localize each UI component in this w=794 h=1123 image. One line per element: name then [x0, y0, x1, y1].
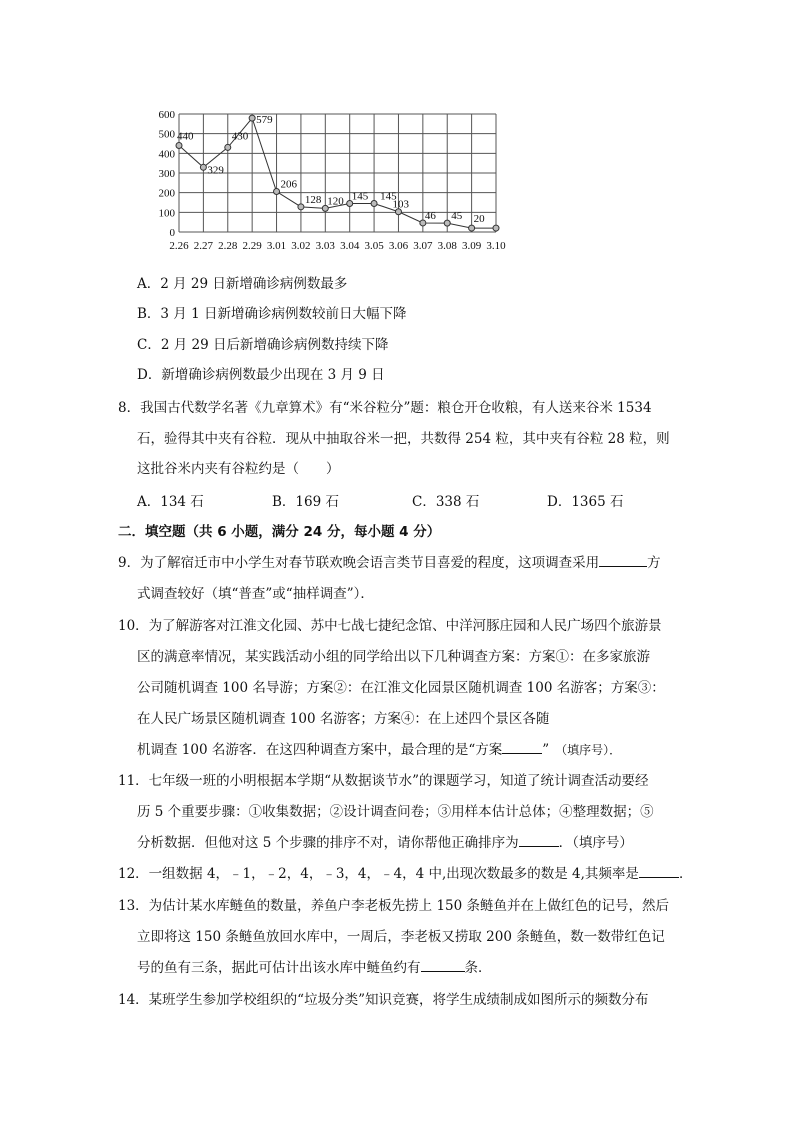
y-tick-label: 100	[158, 207, 175, 220]
question-13-line: 13．为估计某水库鲢鱼的数量，养鱼户李老板先捞上 150 条鲢鱼并在上做红色的记号，然后	[118, 898, 670, 914]
option-8d: D．1365 石	[547, 494, 624, 510]
option-7b: B．3 月 1 日新增确诊病例数较前日大幅下降	[137, 306, 407, 322]
y-axis-ticks	[159, 109, 176, 239]
x-tick-label: 3.01	[266, 240, 287, 252]
data-point	[225, 144, 231, 150]
option-7c: C．2 月 29 日后新增确诊病例数持续下降	[137, 337, 389, 353]
data-label: 329	[207, 164, 224, 177]
x-tick-label: 3.10	[486, 240, 506, 252]
question-10-text: ”	[542, 742, 550, 758]
data-label: 430	[231, 130, 249, 143]
question-10-line: 10．为了解游客对江淮文化园、苏中七战七捷纪念馆、中洋河豚庄园和人民广场四个旅游景	[118, 618, 662, 634]
question-12-line	[118, 862, 692, 882]
option-8b: B．169 石	[272, 494, 339, 510]
question-9-line	[118, 551, 661, 571]
x-tick-label: 2.29	[242, 240, 262, 252]
data-label: 45	[451, 210, 463, 223]
question-11-text: 分析数据．但他对这 5 个步骤的排序不对，请你帮他正确排序为	[137, 835, 519, 851]
x-axis-ticks	[169, 240, 506, 252]
y-tick-label: 300	[158, 168, 175, 180]
question-11-line	[137, 831, 633, 851]
data-label: 103	[392, 198, 409, 211]
question-10-line: 区的满意率情况，某实践活动小组的同学给出以下几种调查方案：方案①：在多家旅游	[137, 649, 650, 665]
answer-blank	[502, 739, 542, 754]
data-point	[444, 220, 450, 226]
y-tick-label: 600	[158, 109, 175, 121]
question-8-line: 8．我国古代数学名著《九章算术》有“米谷粒分”题：粮仓开仓收粮，有人送来谷米 1534	[118, 400, 652, 416]
question-14-line: 14．某班学生参加学校组织的“垃圾分类”知识竞赛，将学生成绩制成如图所示的频数分布	[118, 992, 649, 1008]
data-label: 145	[351, 190, 369, 203]
question-11-line: 历 5 个重要步骤：①收集数据；②设计调查问卷；③用样本估计总体；④整理数据；⑤	[137, 804, 654, 820]
x-tick-label: 3.06	[388, 240, 409, 252]
x-tick-label: 3.02	[291, 240, 311, 252]
x-tick-label: 2.27	[193, 240, 214, 252]
answer-blank	[421, 957, 465, 972]
data-label: 206	[280, 178, 298, 191]
y-tick-label: 200	[158, 187, 175, 200]
question-8-line: 石，验得其中夹有谷粒．现从中抽取谷米一把，共数得 254 粒，其中夹有谷粒 28 粒，则	[137, 431, 670, 447]
section-title: 二．填空题（共 6 小题，满分 24 分，每小题 4 分）	[118, 524, 441, 540]
question-13-line	[137, 956, 492, 976]
question-9-text: 9．为了解宿迁市中小学生对春节联欢晚会语言类节目喜爱的程度，这项调查采用	[118, 555, 600, 571]
line-chart	[140, 104, 540, 264]
chart-grid	[179, 114, 496, 232]
y-tick-label: 0	[169, 227, 175, 239]
question-8-line: 这批谷米内夹有谷粒约是（ ）	[137, 461, 340, 477]
x-tick-label: 3.04	[340, 240, 360, 252]
x-tick-label: 3.05	[364, 240, 384, 252]
question-13-text: 条．	[464, 960, 492, 976]
x-tick-label: 3.08	[437, 240, 457, 252]
x-tick-label: 2.26	[169, 240, 189, 252]
data-label: 579	[256, 114, 273, 127]
answer-blank	[639, 863, 679, 878]
question-10-text: 机调查 100 名游客．在这四种调查方案中，最合理的是“方案	[137, 742, 503, 758]
x-tick-label: 3.03	[315, 240, 335, 252]
question-11-line: 11．七年级一班的小明根据本学期“从数据谈节水”的课题学习，知道了统计调查活动要经	[118, 773, 649, 789]
data-label: 46	[424, 209, 436, 222]
data-point	[249, 115, 255, 121]
option-7a: A．2 月 29 日新增确诊病例数最多	[137, 276, 348, 292]
question-10-line: 公司随机调查 100 名导游；方案②：在江淮文化园景区随机调查 100 名游客；方案③：	[137, 680, 665, 696]
option-7d: D．新增确诊病例数最少出现在 3 月 9 日	[137, 367, 385, 383]
data-point	[274, 188, 280, 194]
question-13-text: 号的鱼有三条，据此可估计出该水库中鲢鱼约有	[137, 960, 421, 976]
data-point	[298, 204, 304, 210]
option-8a: A．134 石	[137, 494, 204, 510]
question-12-text: ．	[678, 866, 693, 882]
data-point	[371, 200, 377, 206]
data-label: 145	[380, 190, 397, 203]
data-label: 20	[473, 213, 485, 226]
x-tick-label: 2.28	[218, 240, 238, 252]
data-point	[493, 225, 499, 231]
question-11-text: ．（填序号）	[558, 835, 633, 851]
answer-blank	[519, 832, 559, 847]
question-10-text: （填序号）．	[555, 743, 622, 757]
question-9-line: 式调查较好（填“普查”或“抽样调查”）．	[137, 586, 374, 602]
option-8c: C．338 石	[412, 494, 480, 510]
question-10-line	[137, 738, 621, 758]
data-label: 120	[327, 195, 344, 208]
x-tick-label: 3.09	[461, 240, 482, 252]
data-point	[200, 164, 206, 170]
question-12-text: 12．一组数据 4，﹣1，﹣2，4，﹣3，4，﹣4，4 中,出现次数最多的数是 4,其频率是	[118, 866, 639, 882]
data-point	[176, 142, 182, 148]
answer-blank	[599, 552, 647, 567]
x-tick-label: 3.07	[413, 240, 433, 252]
y-tick-label: 500	[158, 128, 175, 141]
data-point	[469, 225, 475, 231]
data-label: 440	[177, 130, 194, 143]
question-9-text: 方	[647, 555, 661, 571]
question-13-line: 立即将这 150 条鲢鱼放回水库中，一周后，李老板又捞取 200 条鲢鱼，数一数带红色记	[137, 929, 665, 945]
y-tick-label: 400	[158, 148, 175, 161]
question-10-line: 在人民广场景区随机调查 100 名游客；方案④：在上述四个景区各随	[137, 711, 550, 727]
data-labels	[177, 114, 485, 225]
data-label: 128	[304, 193, 322, 206]
